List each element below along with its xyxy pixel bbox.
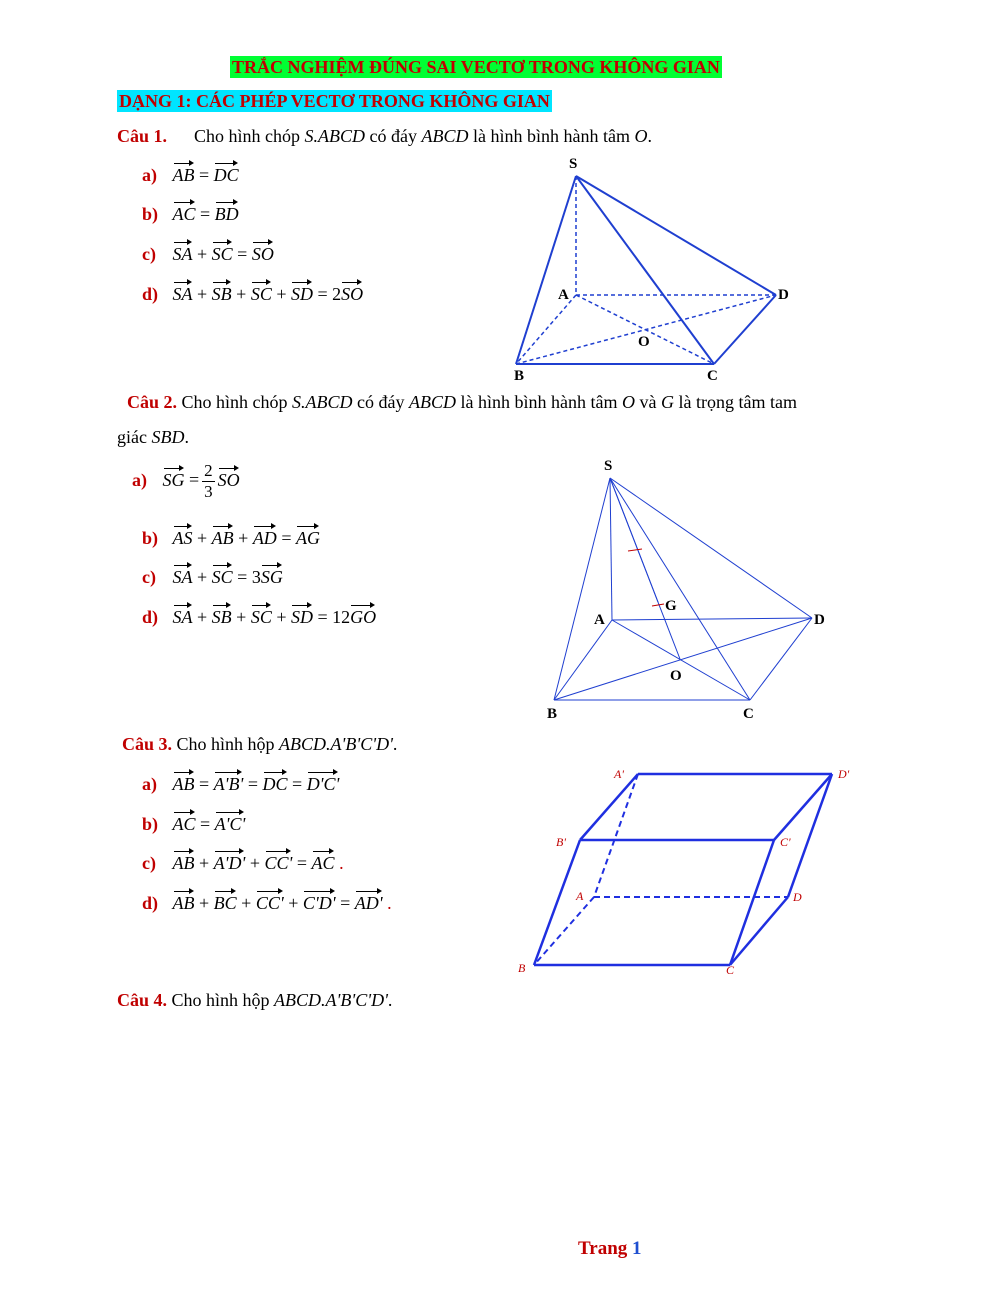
- q2-pyramid-figure: [530, 452, 840, 727]
- q1-option-d[interactable]: d) SA + SB + SC + SD = 2SO: [142, 279, 363, 305]
- section-heading: DẠNG 1: CÁC PHÉP VECTƠ TRONG KHÔNG GIAN: [119, 91, 550, 111]
- page-title: TRẮC NGHIỆM ĐÚNG SAI VECTƠ TRONG KHÔNG GIAN: [232, 57, 720, 77]
- q3-option-b[interactable]: b) AC = A'C': [142, 809, 245, 835]
- question-1-stem: Câu 1. Cho hình chóp S.ABCD có đáy ABCD là hình bình hành tâm O.: [117, 126, 652, 146]
- q3-option-d[interactable]: d) AB + BC + CC' + C'D' = AD' .: [142, 888, 392, 914]
- question-4-label: Câu 4.: [117, 990, 168, 1010]
- q2-label-b: B: [547, 706, 558, 722]
- page-number: 1: [632, 1238, 642, 1259]
- q2-label-a: A: [594, 612, 605, 628]
- q3-label-c1: C': [780, 835, 791, 849]
- q1-label-s: S: [569, 156, 578, 172]
- q3-label-b1: B': [556, 835, 566, 849]
- q3-label-b: B: [518, 961, 526, 975]
- page-footer: Trang 1: [578, 1238, 642, 1259]
- q3-label-d1: D': [838, 767, 850, 781]
- question-3-stem: Câu 3. Cho hình hộp ABCD.A'B'C'D'.: [122, 734, 398, 754]
- q1-label-a: A: [558, 287, 569, 303]
- question-2-label: Câu 2.: [127, 392, 178, 412]
- q3-label-d: D: [793, 890, 802, 904]
- q3-option-c[interactable]: c) AB + A'D' + CC' = AC .: [142, 848, 344, 874]
- q1-label-d: D: [778, 287, 789, 303]
- q2-option-b[interactable]: b) AS + AB + AD = AG: [142, 523, 320, 549]
- q2-label-d: D: [814, 612, 825, 628]
- q2-option-c[interactable]: c) SA + SC = 3SG: [142, 562, 283, 588]
- q1-label-c: C: [707, 368, 718, 384]
- question-2-stem: Câu 2. Cho hình chóp S.ABCD có đáy ABCD là hình bình hành tâm O và G là trọng tâm tam: [127, 392, 797, 412]
- question-3-label: Câu 3.: [122, 734, 173, 754]
- q3-option-a[interactable]: a) AB = A'B' = DC = D'C': [142, 769, 339, 795]
- q1-label-b: B: [514, 368, 525, 384]
- q2-option-a[interactable]: a) SG = $\frac{2}{3}$ SO: [132, 461, 240, 501]
- q2-label-c: C: [743, 706, 754, 722]
- q2-option-d[interactable]: d) SA + SB + SC + SD = 12GO: [142, 602, 376, 628]
- q1-option-b[interactable]: b) AC = BD: [142, 199, 239, 225]
- q1-option-a[interactable]: a) AB = DC: [142, 160, 239, 186]
- q2-label-o: O: [670, 668, 682, 684]
- q1-pyramid-figure: [500, 150, 820, 385]
- question-1-label: Câu 1.: [117, 126, 168, 146]
- q3-box-figure: [510, 760, 860, 980]
- q3-label-a1: A': [614, 767, 624, 781]
- q1-option-c[interactable]: c) SA + SC = SO: [142, 239, 274, 265]
- q2-label-g: G: [665, 598, 677, 614]
- question-2-stem-cont: giác SBD.: [117, 427, 189, 447]
- q3-label-c: C: [726, 963, 735, 977]
- q3-label-a: A: [576, 889, 584, 903]
- question-4-stem: Câu 4. Cho hình hộp ABCD.A'B'C'D'.: [117, 990, 393, 1010]
- q2-label-s: S: [604, 458, 613, 474]
- q1-label-o: O: [638, 334, 650, 350]
